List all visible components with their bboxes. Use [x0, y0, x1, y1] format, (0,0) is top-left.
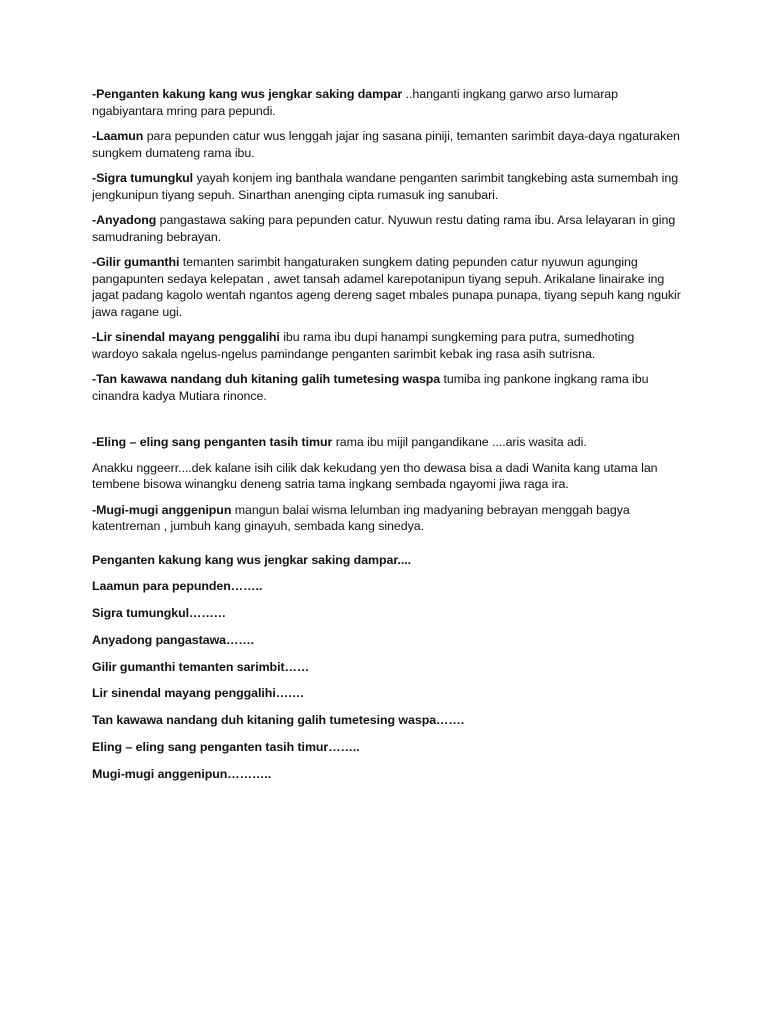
paragraph-text: rama ibu mijil pangandikane ....aris wasita adi.: [332, 435, 587, 449]
paragraph: [92, 212, 682, 245]
paragraph-text: pangastawa saking para pepunden catur. Nyuwun restu dating rama ibu. Arsa lelayaran in ging samudraning bebrayan.: [92, 213, 676, 244]
paragraph-lead: -Laamun: [92, 129, 144, 143]
paragraph-lead: -Anyadong: [92, 213, 157, 227]
summary-line: Lir sinendal mayang penggalihi…….: [92, 686, 304, 701]
summary-line: Mugi-mugi anggenipun………..: [92, 766, 272, 781]
paragraph-lead: -Penganten kakung kang wus jengkar saking dampar: [92, 87, 403, 101]
paragraph-text: ibu rama ibu dupi hanampi sungkeming para putra, sumedhoting wardoyo sakala ngelus-ngelus pamindange penganten sarimbit kebak ing rasa asih sutrisna.: [92, 330, 635, 361]
document-page: [92, 86, 682, 793]
summary-line: Laamun para pepunden……..: [92, 579, 263, 594]
paragraph-text: tumiba ing pankone ingkang rama ibu cinandra kadya Mutiara rinonce.: [92, 372, 649, 403]
paragraph-text: yayah konjem ing banthala wandane penganten sarimbit tangkebing asta sumembah ing jengkunipun tiyang sepuh. Sinarthan anenging cipta rumasuk ing sanubari.: [92, 171, 679, 202]
section-two: [92, 434, 682, 535]
paragraph-lead: -Eling – eling sang penganten tasih timur: [92, 435, 333, 449]
paragraph: [92, 460, 682, 493]
paragraph: [92, 170, 682, 203]
paragraph: [92, 329, 682, 362]
summary-line: Penganten kakung kang wus jengkar saking dampar....: [92, 552, 412, 567]
summary-line: Anyadong pangastawa…….: [92, 632, 255, 647]
paragraph-lead: -Sigra tumungkul: [92, 171, 194, 185]
section-one: [92, 86, 682, 404]
summary-line: Tan kawawa nandang duh kitaning galih tumetesing waspa…….: [92, 713, 465, 728]
paragraph-text: para pepunden catur wus lenggah jajar ing sasana piniji, temanten sarimbit daya-daya ngaturaken sungkem dumateng rama ibu.: [92, 129, 680, 160]
paragraph-lead: -Gilir gumanthi: [92, 255, 180, 269]
paragraph-lead: -Lir sinendal mayang penggalihi: [92, 330, 280, 344]
paragraph-lead: -Mugi-mugi anggenipun: [92, 502, 232, 517]
summary-line: Gilir gumanthi temanten sarimbit……: [92, 659, 310, 674]
paragraph-text: ..hanganti ingkang garwo arso lumarap ngabiyantara mring para pepundi.: [92, 87, 618, 118]
paragraph-lead: -Tan kawawa nandang duh kitaning galih tumetesing waspa: [92, 372, 441, 386]
summary-line: Sigra tumungkul………: [92, 606, 227, 621]
summary-line: Eling – eling sang penganten tasih timur……..: [92, 740, 360, 755]
section-spacer: [92, 413, 682, 434]
paragraph-text: temanten sarimbit hangaturaken sungkem dating pepunden catur nyuwun agunging pangapunten sedaya kelepatan , awet tansah adamel karepotanipun tiyang sepuh. Arikalane linairake ing jagat padang kagolo wentah ngantos ageng dereng saget mbales punapa punapa, tiyang sepuh kang ngukir jawa ragane ugi.: [92, 255, 681, 319]
paragraph: [92, 434, 682, 451]
paragraph-text: mangun balai wisma lelumban ing madyaning bebrayan menggah bagya katentreman , jumbuh kang ginayuh, sembada kang sinedya.: [92, 502, 630, 533]
paragraph: [92, 254, 682, 320]
paragraph: [92, 86, 682, 119]
summary-list: [92, 552, 682, 783]
paragraph: [92, 371, 682, 404]
paragraph-text: Anakku nggeerr....dek kalane isih cilik dak kekudang yen tho dewasa bisa a dadi Wanita kang utama lan tembene bisowa winangku deneng satria tama ingkang sembada ngayomi jiwa raga ira.: [92, 460, 658, 491]
paragraph: [92, 502, 682, 535]
paragraph: [92, 128, 682, 161]
